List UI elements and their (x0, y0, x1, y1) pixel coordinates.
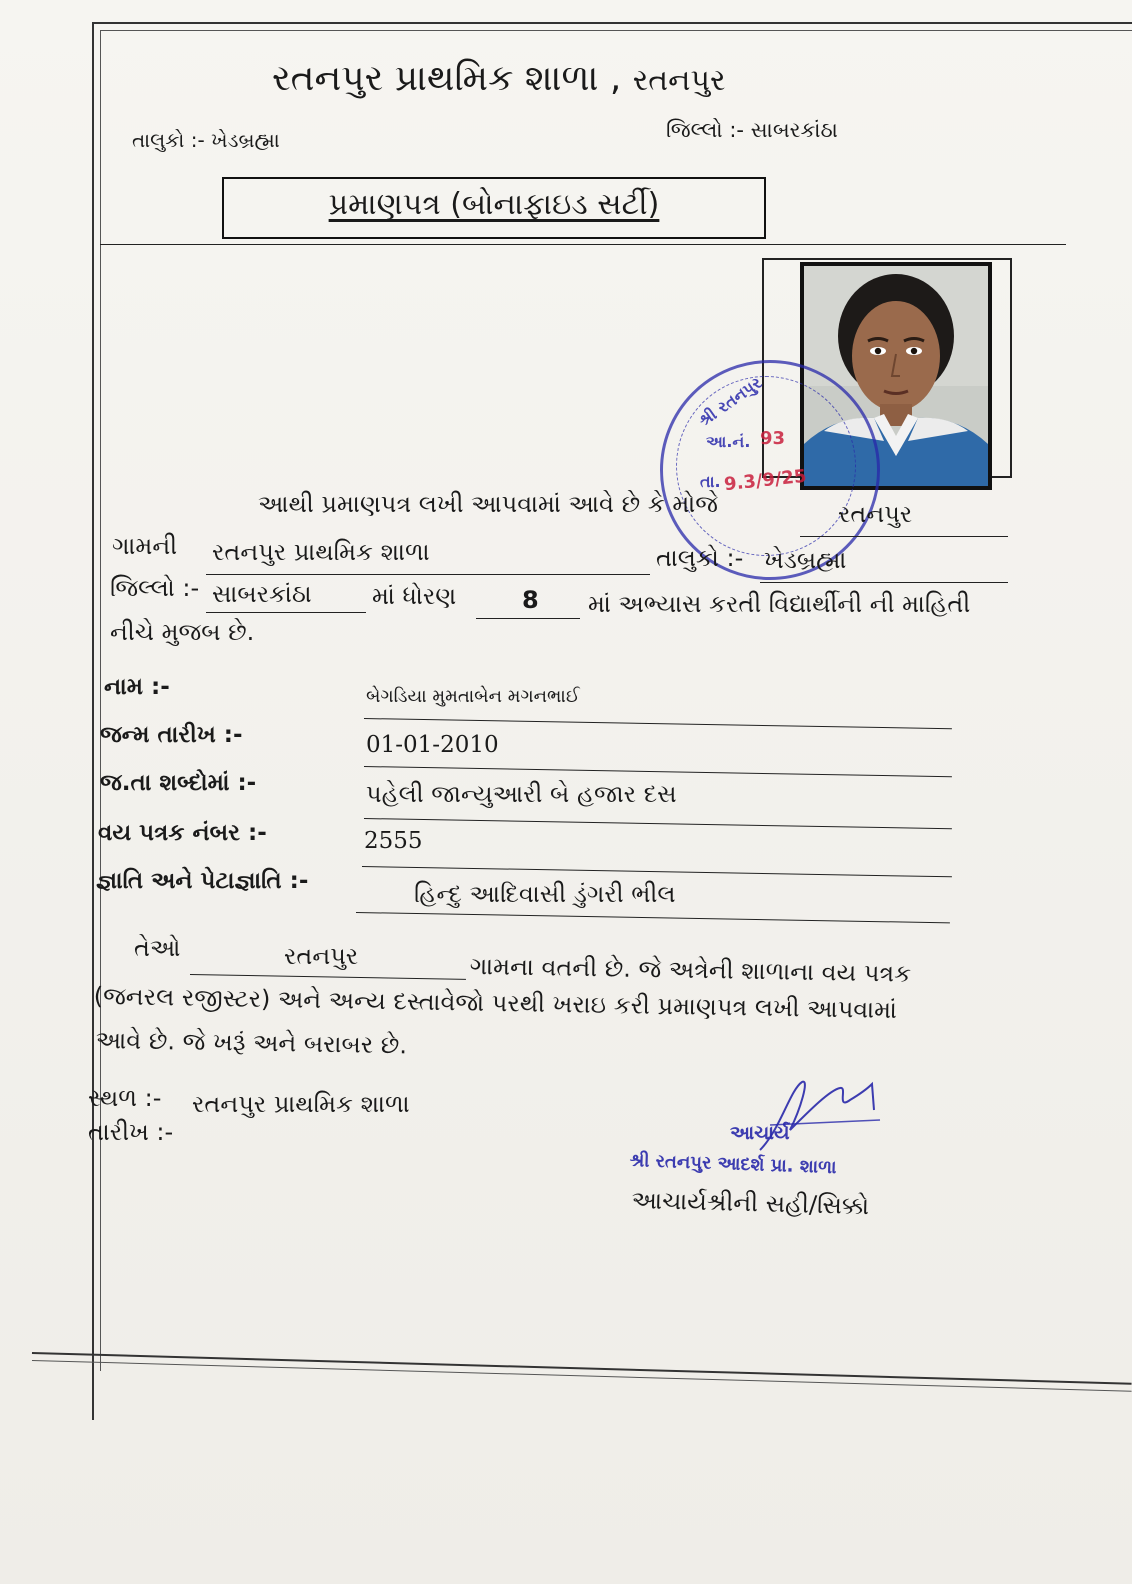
school-place: રતનપુર (632, 63, 726, 98)
intro-school-underline (206, 574, 650, 575)
detail-caste-label: જ્ઞાતિ અને પેટાજ્ઞાતિ :- (96, 868, 309, 894)
header-taluko: તાલુકો :- ખેડબ્રહ્મા (132, 128, 280, 152)
intro-jillo-underline (206, 612, 366, 613)
signature-stamp-title: આચાર્ય (730, 1122, 790, 1144)
signature-stamp-school: શ્રી રતનપુર આદર્શ પ્રા. શાળા (629, 1150, 837, 1179)
detail-dob-words-value: પહેલી જાન્યુઆરી બે હજાર દસ (366, 780, 677, 808)
intro-taluko-underline (760, 582, 1008, 583)
footer-place-label: સ્થળ :- (88, 1084, 162, 1112)
detail-dob-value: 01-01-2010 (366, 732, 499, 758)
closing-line-2: (જનરલ રજીસ્ટર) અને અન્ય દસ્તાવેજો પરથી ખરાઇ કરી પ્રમાણપત્ર લખી આપવામાં (93, 982, 898, 1025)
intro-school-fill: રતનપુર પ્રાથમિક શાળા (212, 538, 430, 566)
certificate-title-box (222, 177, 766, 239)
closing-line-3: આવે છે. જે ખરૂં અને બરાબર છે. (95, 1026, 408, 1060)
closing-line-1-tail: ગામના વતની છે. જે અત્રેની શાળાના વય પત્રક (469, 952, 912, 988)
intro-line-1: આથી પ્રમાણપત્ર લખી આપવામાં આવે છે કે મોજે (258, 490, 718, 518)
principal-signature (740, 1070, 890, 1160)
detail-dob-label: જન્મ તારીખ :- (100, 722, 243, 748)
detail-caste-value: હિન્દુ આદિવાસી ડુંગરી ભીલ (414, 880, 676, 908)
stamp-date-value: 9.3/9/25 (723, 465, 808, 496)
certificate-title: પ્રમાણપત્ર (બોનાફાઇડ સર્ટી) (328, 187, 660, 222)
header-divider (100, 244, 1066, 245)
intro-jillo-label: જિલ્લો :- (110, 574, 200, 602)
intro-dhoran-label: માં ધોરણ (372, 582, 457, 610)
school-round-stamp-inner-ring (676, 376, 856, 556)
footer-date-label: તારીખ :- (88, 1118, 174, 1146)
detail-dob-words-label: જ.તા શબ્દોમાં :- (100, 770, 257, 796)
stamp-number-value: 93 (760, 428, 786, 449)
intro-dhoran-underline (476, 618, 580, 619)
stamp-date-label: તા. (700, 472, 721, 491)
intro-village: રતનપુર (838, 500, 913, 528)
intro-line-end: નીચે મુજબ છે. (110, 618, 255, 646)
detail-register-label: વય પત્રક નંબર :- (98, 820, 267, 846)
intro-village-underline (800, 536, 1008, 537)
closing-village: રતનપુર (284, 942, 359, 970)
intro-gaam-label: ગામની (112, 532, 178, 560)
intro-taluko-label: તાલુકો :- (656, 544, 744, 572)
header-jillo: જિલ્લો :- સાબરકાંઠા (666, 118, 838, 142)
school-title (272, 58, 725, 100)
signature-caption: આચાર્યશ્રીની સહી/સિક્કો (631, 1186, 870, 1221)
closing-teo: તેઓ (134, 934, 181, 962)
intro-dhoran-value: 8 (522, 586, 539, 614)
intro-taluko-fill: ખેડબ્રહ્મા (764, 546, 847, 574)
detail-name-label: નામ :- (104, 674, 170, 700)
detail-register-value: 2555 (364, 828, 423, 854)
school-name: રતનપુર પ્રાથમિક શાળા , (272, 58, 622, 99)
detail-name-value: બેગડિયા મુમતાબેન મગનભાઈ (366, 686, 580, 707)
intro-jillo-fill: સાબરકાંઠા (212, 580, 312, 608)
intro-tail: માં અભ્યાસ કરતી વિદ્યાર્થીની ની માહિતી (588, 590, 971, 618)
stamp-ring-text: શ્રી રતનપુર (694, 372, 766, 431)
stamp-number-label: આ.નં. (706, 432, 751, 451)
footer-place-value: રતનપુર પ્રાથમિક શાળા (192, 1090, 410, 1118)
